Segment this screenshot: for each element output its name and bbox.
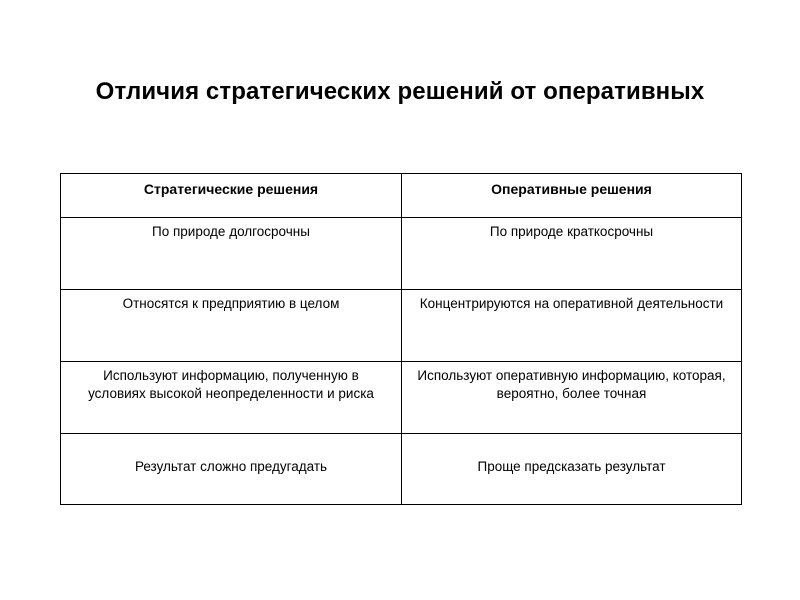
cell-operational: По природе краткосрочны (402, 218, 742, 290)
cell-strategic: Относятся к предприятию в целом (61, 290, 402, 362)
slide-title: Отличия стратегических решений от оперативных (95, 78, 705, 105)
cell-strategic: Используют информацию, полученную в условиях высокой неопределенности и риска (61, 362, 402, 434)
cell-operational: Используют оперативную информацию, которая, вероятно, более точная (402, 362, 742, 434)
comparison-table (60, 173, 742, 505)
table-header-row (61, 174, 742, 218)
header-operational: Оперативные решения (402, 174, 742, 218)
table-row (61, 362, 742, 434)
table-row (61, 434, 742, 505)
table-row (61, 218, 742, 290)
cell-operational: Концентрируются на оперативной деятельности (402, 290, 742, 362)
header-strategic: Стратегические решения (61, 174, 402, 218)
table-row (61, 290, 742, 362)
cell-operational: Проще предсказать результат (402, 434, 742, 505)
cell-strategic: Результат сложно предугадать (61, 434, 402, 505)
cell-strategic: По природе долгосрочны (61, 218, 402, 290)
